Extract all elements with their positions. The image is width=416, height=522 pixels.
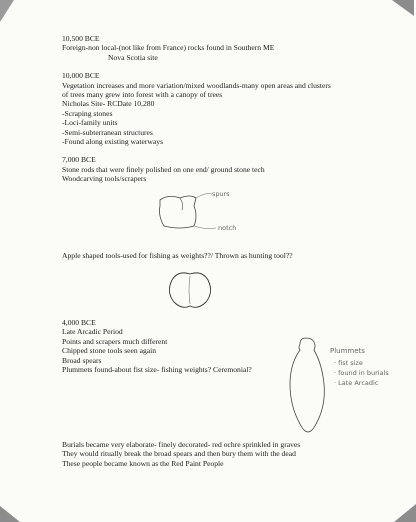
- plummet-note-item: · Late Arcadic: [334, 379, 379, 387]
- section-line: Plummets found-about fist size- fishing weights? Ceremonial?: [62, 365, 252, 375]
- section-date: 10,000 BCE: [62, 71, 100, 81]
- corner-mark-top-left: [0, 0, 14, 22]
- section-line: -Semi-subterranean structures: [62, 127, 153, 137]
- apple-tool-sketch: [160, 268, 220, 314]
- section-line: -Scraping stones: [62, 108, 113, 118]
- plummet-notes-title: Plummets: [330, 347, 365, 355]
- section-line: Late Arcadic Period: [62, 327, 123, 337]
- section-line: Foreign-non local-(not like from France) rocks found in Southern ME: [62, 43, 275, 53]
- section-date: 4,000 BCE: [62, 318, 96, 327]
- section-line: Points and scrapers much different: [62, 336, 168, 346]
- spurs-label: spurs: [212, 190, 230, 198]
- closing-line: They would ritually break the broad spears and then bury them with the dead: [62, 449, 296, 459]
- section-line: -Loci-family units: [62, 118, 118, 128]
- section-line: Vegetation increases and more variation/mixed woodlands-many open areas and clusters: [62, 80, 331, 90]
- closing-section: [62, 440, 392, 468]
- section-date: 7,000 BCE: [62, 155, 96, 165]
- section-line-indented: Nova Scotia site: [108, 52, 158, 62]
- apple-tools-line: Apple shaped tools-used for fishing as weights??/ Thrown as hunting tool??: [62, 251, 293, 260]
- notes-body: [62, 34, 392, 184]
- section-date: 10,500 BCE: [62, 34, 100, 43]
- closing-line: Burials became very elaborate- finely decorated- red ochre sprinkled in graves: [62, 440, 301, 449]
- plummet-sketch: [282, 334, 332, 436]
- plummet-note-item: · found in burials: [334, 369, 389, 377]
- section-line: Chipped stone tools seen again: [62, 346, 157, 356]
- section-10000-bce: [62, 71, 392, 146]
- corner-mark-bottom-right: [394, 504, 416, 522]
- section-line: Nicholas Site- RCDate 10,280: [62, 99, 155, 109]
- corner-mark-top-right: [392, 0, 414, 16]
- plummet-note-item: · fist size: [334, 359, 363, 367]
- closing-line: These people became known as the Red Paint People: [62, 458, 224, 468]
- section-line: Stone rods that were finely polished on one end/ ground stone tech: [62, 164, 265, 174]
- woodcarving-tool-sketch: [150, 186, 270, 236]
- notch-label: notch: [218, 224, 237, 232]
- section-10500-bce: [62, 34, 392, 62]
- section-line: Broad spears: [62, 355, 102, 365]
- section-line: -Found along existing waterways: [62, 137, 164, 147]
- corner-mark-bottom-left: [0, 506, 20, 522]
- section-line: of trees many grew into forest with a canopy of trees: [62, 90, 223, 100]
- section-line: Woodcarving tools/scrapers: [62, 174, 147, 184]
- plummet-notes: [328, 346, 408, 396]
- section-7000-bce: [62, 155, 392, 183]
